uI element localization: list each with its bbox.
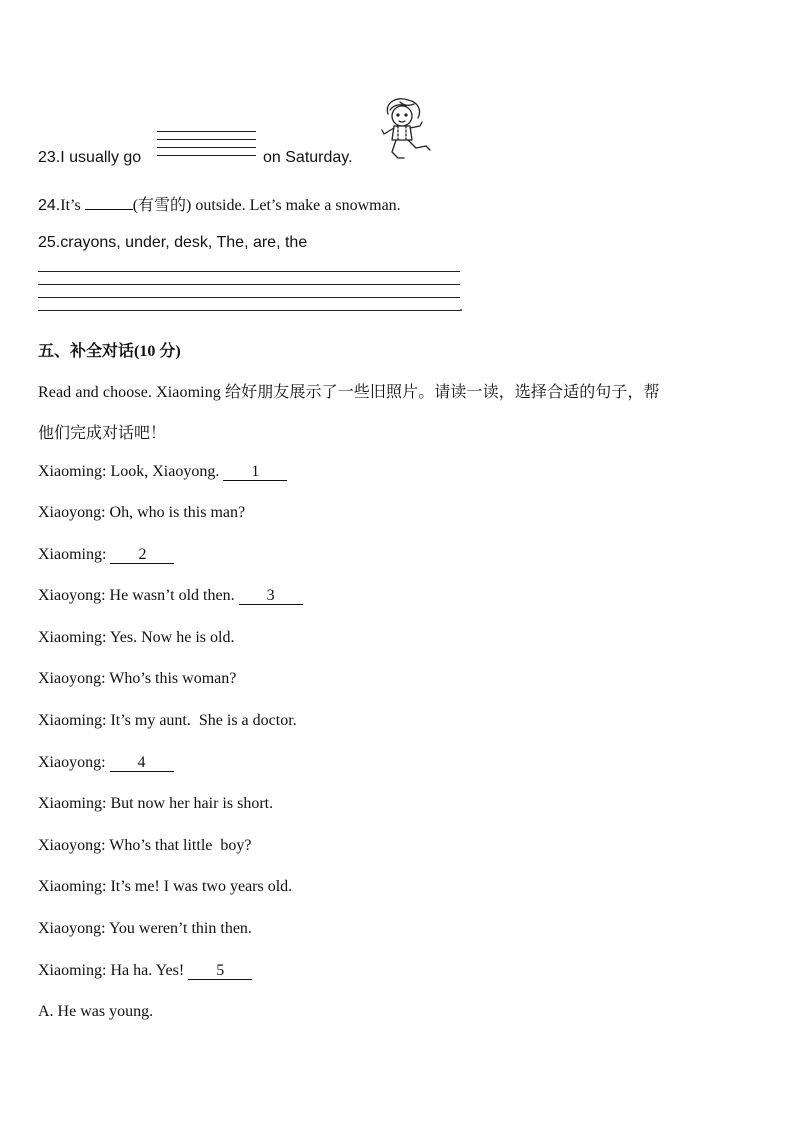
dialogue-blank[interactable]: 1 [223,464,287,481]
speaker: Xiaoyong: [38,920,106,937]
dialogue-line [38,463,287,481]
dialogue-line [38,504,245,522]
question-number: 25. [38,234,61,251]
dialogue-text: It’s my aunt. She is a doctor. [110,712,297,729]
dialogue-text: You weren’t thin then. [108,920,252,937]
dialogue-line [38,754,174,772]
dialogue-line [38,712,297,730]
dialogue-text: Look, Xiaoyong. [110,463,220,480]
answer-line [157,131,256,132]
dialogue-text: Oh, who is this man? [109,504,246,521]
question-text: It’s [60,197,81,214]
dialogue-line [38,962,252,980]
dialogue-text: Yes. Now he is old. [109,629,235,646]
scrambled-words: crayons, under, desk, The, are, the [60,234,308,251]
fill-blank[interactable] [85,193,133,210]
dialogue-blank[interactable]: 4 [110,755,174,772]
dialogue-text: Who’s that little boy? [109,837,252,854]
section-title: 五、补全对话(10 分) [38,343,181,360]
dialogue-blank[interactable]: 3 [239,588,303,605]
dialogue-text: Who’s this woman? [109,670,237,687]
question-text-end: outside. Let’s make a snowman. [195,197,401,214]
question-25 [38,234,307,252]
speaker: Xiaoming: [38,629,107,646]
answer-line [157,155,256,156]
speaker: Xiaoming: [38,463,107,480]
dialogue-text: He wasn’t old then. [109,587,235,604]
dialogue-line [38,670,236,688]
answer-line[interactable] [38,297,460,298]
section-instruction: 他们完成对话吧！ [38,425,167,442]
speaker: Xiaoyong: [38,504,106,521]
speaker: Xiaoming: [38,546,107,563]
dialogue-line [38,546,174,564]
dialogue-line [38,629,234,647]
dialogue-blank[interactable]: 5 [188,963,252,980]
dialogue-line [38,587,303,605]
question-text: I usually go [60,149,142,166]
dialogue-text: Ha ha. Yes! [110,962,185,979]
dialogue-text: But now her hair is short. [110,795,274,812]
dialogue-text: It’s me! I was two years old. [110,878,293,895]
answer-line[interactable] [38,310,460,311]
speaker: Xiaoming: [38,712,107,729]
section-instruction: Read and choose. Xiaoming 给好朋友展示了一些旧照片。请读一读，选择合适的句子，帮 [38,384,660,401]
question-number: 24. [38,197,61,214]
speaker: Xiaoming: [38,962,107,979]
speaker: Xiaoyong: [38,670,106,687]
option-a: A. He was young. [38,1003,154,1020]
answer-line [157,139,256,140]
speaker: Xiaoming: [38,878,107,895]
speaker: Xiaoyong: [38,587,106,604]
running-boy-illustration [378,96,440,164]
chinese-hint: (有雪的) [132,197,192,214]
dialogue-blank[interactable]: 2 [110,547,174,564]
speaker: Xiaoyong: [38,837,106,854]
question-number: 23. [38,149,61,166]
dialogue-line [38,878,292,896]
dialogue-line [38,837,251,855]
answer-line [157,147,256,148]
speaker: Xiaoyong: [38,754,106,771]
speaker: Xiaoming: [38,795,107,812]
answer-line[interactable] [38,284,460,285]
answer-line[interactable] [38,271,460,272]
dialogue-line [38,920,252,938]
dialogue-line [38,795,273,813]
question-text-end: on Saturday. [263,149,353,166]
sentence-end-period: . [459,298,463,315]
question-24 [38,192,401,215]
